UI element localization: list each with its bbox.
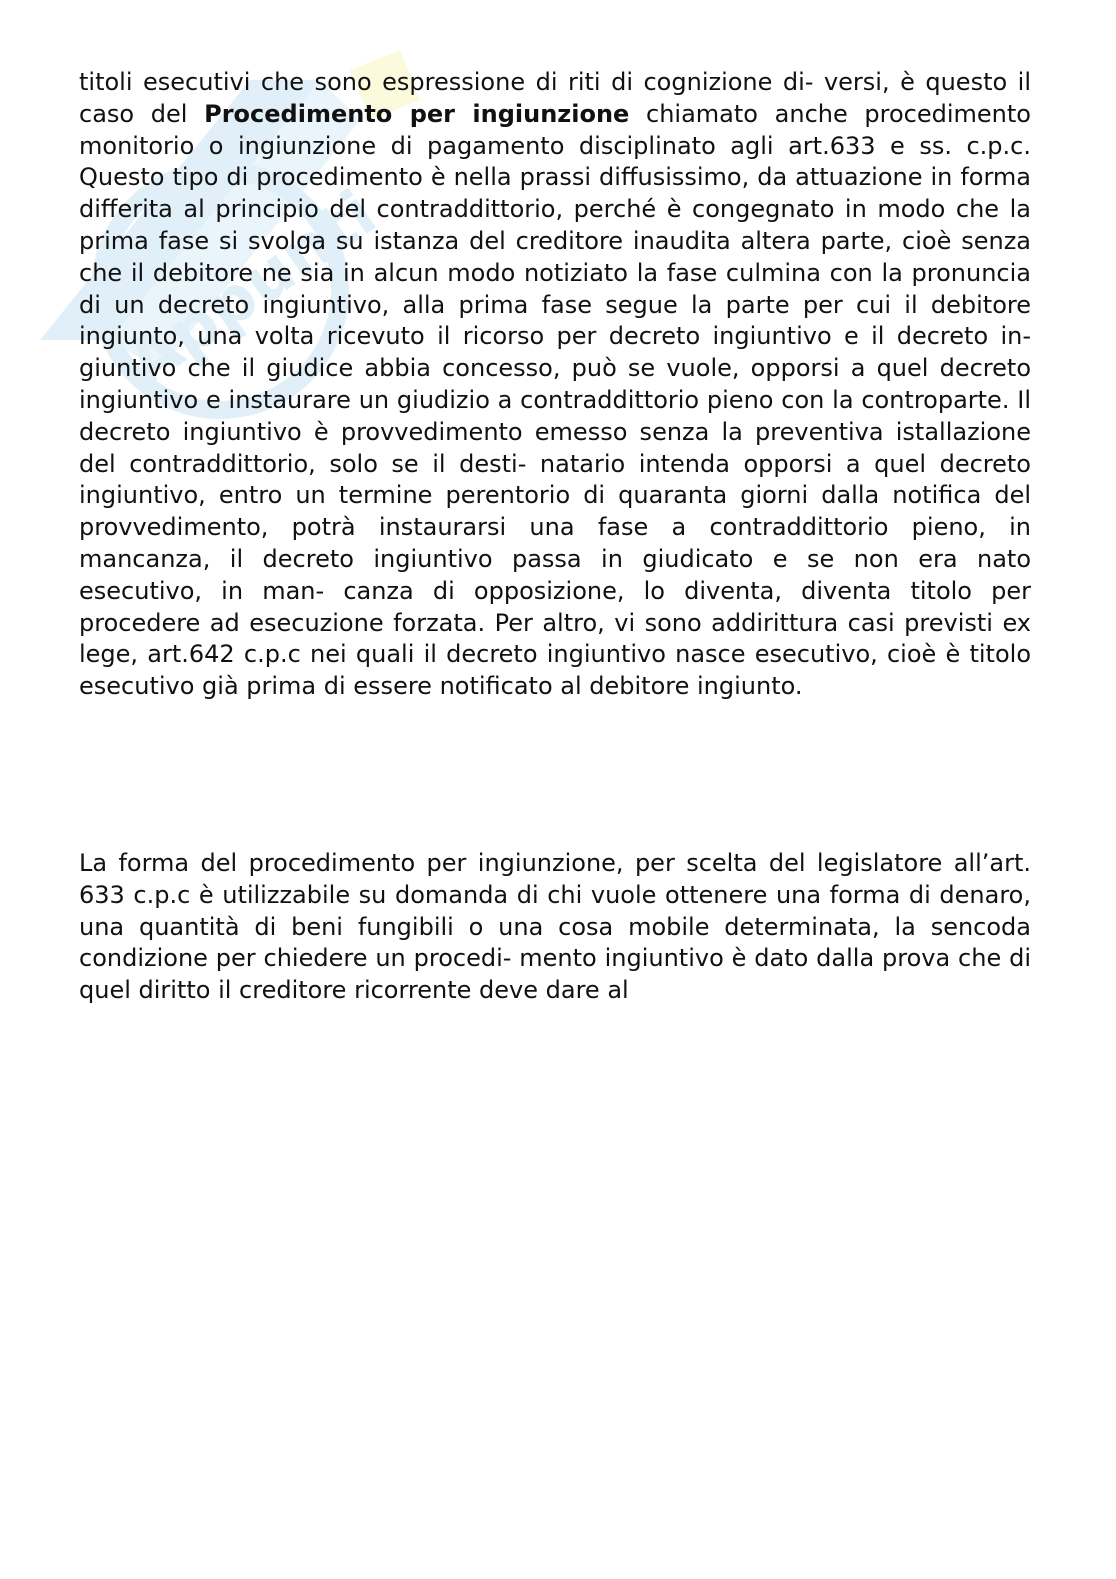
paragraph-procedimento-ingiunzione bbox=[79, 67, 1031, 703]
paragraph-text-start: titoli esecutivi che sono espressione di riti di cognizione di- versi, è questo il caso del bbox=[79, 68, 1031, 128]
bold-term: Procedimento per ingiunzione bbox=[204, 99, 630, 128]
paragraph-text-rest: chiamato anche procedimento monitorio o ingiunzione di pagamento disciplinato agli art.633 e ss. c.p.c. Questo tipo di procedimento è nella prassi diffusissimo, da attuazione in forma differita al principio del contraddittorio, perché è congegnato in modo che la prima fase si svolga su istanza del creditore inaudita altera parte, cioè senza che il debitore ne sia in alcun modo notiziato la fase culmina con la pronuncia di un decreto ingiuntivo, alla prima fase segue la parte per cui il debitore ingiunto, una volta ricevuto il ricorso per decreto ingiuntivo e il decreto in- giuntivo che il giudice abbia concesso, può se vuole, opporsi a quel decreto ingiuntivo e instaurare un giudizio a contraddittorio pieno con la controparte. Il decreto ingiuntivo è provvedimento emesso senza la preventiva istallazione del contraddittorio, solo se il desti- natario intenda opporsi a quel decreto ingiuntivo, entro un termine perentorio di quaranta giorni dalla notifica del provvedimento, potrà instaurarsi una fase a contraddittorio pieno, in mancanza, il decreto ingiuntivo passa in giudicato e se non era nato esecutivo, in man- canza di opposizione, lo diventa, diventa titolo per procedere ad esecuzione forzata. Per altro, vi sono addirittura casi previsti ex lege, art.642 c.p.c nei quali il decreto ingiuntivo nasce esecutivo, cioè è titolo esecutivo già prima di essere notificato al debitore ingiunto. bbox=[79, 99, 1031, 701]
watermark-text: Appunti bbox=[113, 176, 390, 401]
paragraph-forma-procedimento: La forma del procedimento per ingiunzione, per scelta del legislatore all’art. 633 c.p.c è utilizzabile su domanda di chi vuole ottenere una forma di denaro, una quantità di beni fungibili o una cosa mobile determinata, la sencoda condizione per chiedere un procedi- mento ingiuntivo è dato dalla prova che di quel diritto il creditore ricorrente deve dare al bbox=[79, 849, 1031, 1005]
